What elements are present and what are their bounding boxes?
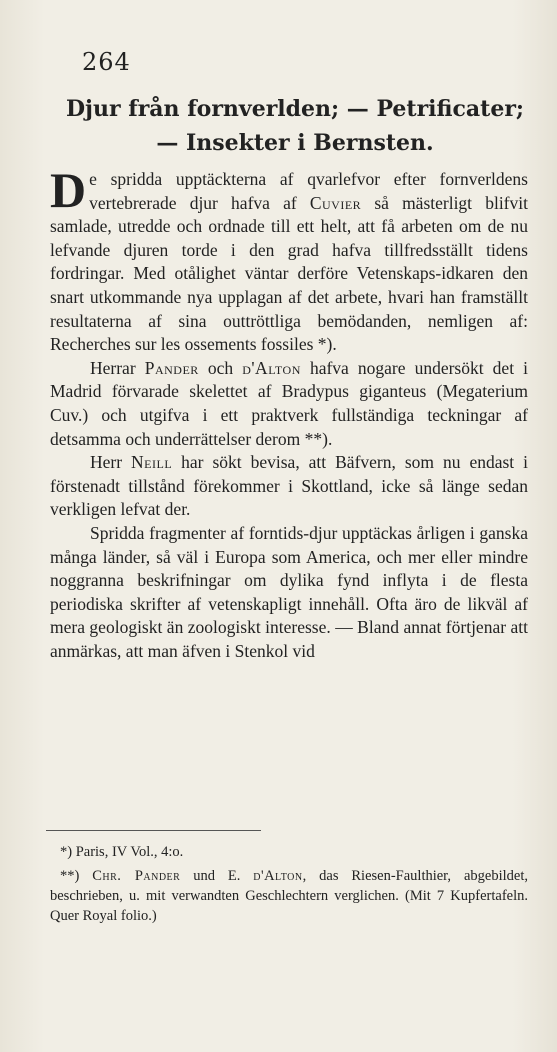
footnotes (50, 842, 528, 926)
footnote-divider (46, 830, 261, 831)
page-number: 264 (82, 48, 131, 76)
paragraph-2: Herrar Pander och d'Alton hafva nogare undersökt det i Madrid förvarade skelettet af Bradypus giganteus (Megaterium Cuv.) och utgifva i ett praktverk fullständiga teckningar af detsamma och underrättelser derom **). (50, 357, 528, 449)
paragraph-3: Herr Neill har sökt bevisa, att Bäfvern, som nu endast i förstenadt tillstånd förekommer i Skottland, icke så länge sedan verkligen lefvat der. (50, 452, 529, 520)
paragraph-1: De spridda upptäckterna af qvarlefvor efter fornverldens vertebrerade djur hafva af Cuvier så mästerligt blifvit samlade, utredde och ordnade till ett helt, att få arbeten om de nu lefvande djuren torde i den grad hafva tillfredsställt tidens fordringar. Med otålighet väntar derföre Vetenskaps-idkaren den snart utkommande nya upplagan af det arbete, hvari han framställt resultaterna af sina outtröttliga bemödanden, nemligen af: Recherches sur les ossements fossiles *). (50, 162, 528, 355)
footnote-1: *) Paris, IV Vol., 4:o. (60, 844, 184, 860)
section-heading (50, 92, 540, 160)
name-pander: Pander (144, 357, 199, 378)
name-alton: d'Alton (242, 357, 301, 378)
paragraph-4: Spridda fragmenter af forntids-djur upptäckas årligen i ganska många länder, så väl i Europa som America, och mer eller mindre noggranna beskrifningar om dylika fynd inflyta i de flesta periodiska skrifter af vetenskapligt innehåll. Ofta äro de likväl af mera geologiskt än zoologiskt interesse. — Bland annat förtjenar att anmärkas, att man äfven i Stenkol vid (50, 522, 528, 661)
body-text (50, 162, 529, 663)
name-neill: Neill (131, 452, 173, 473)
heading-line-2: — Insekter i Bernsten. (156, 130, 434, 156)
drop-cap: D (50, 162, 87, 218)
heading-line-1: Djur från fornverlden; — Petrificater; (65, 96, 525, 122)
footnote-2: **) Chr. Pander und E. d'Alton, das Riesen-Faulthier, abgebildet, beschrieben, u. mit verwandten Geschlechtern verglichen. (Mit 7 Kupfertafeln. Quer Royal folio.) (50, 868, 528, 924)
name-cuvier: Cuvier (309, 192, 362, 213)
